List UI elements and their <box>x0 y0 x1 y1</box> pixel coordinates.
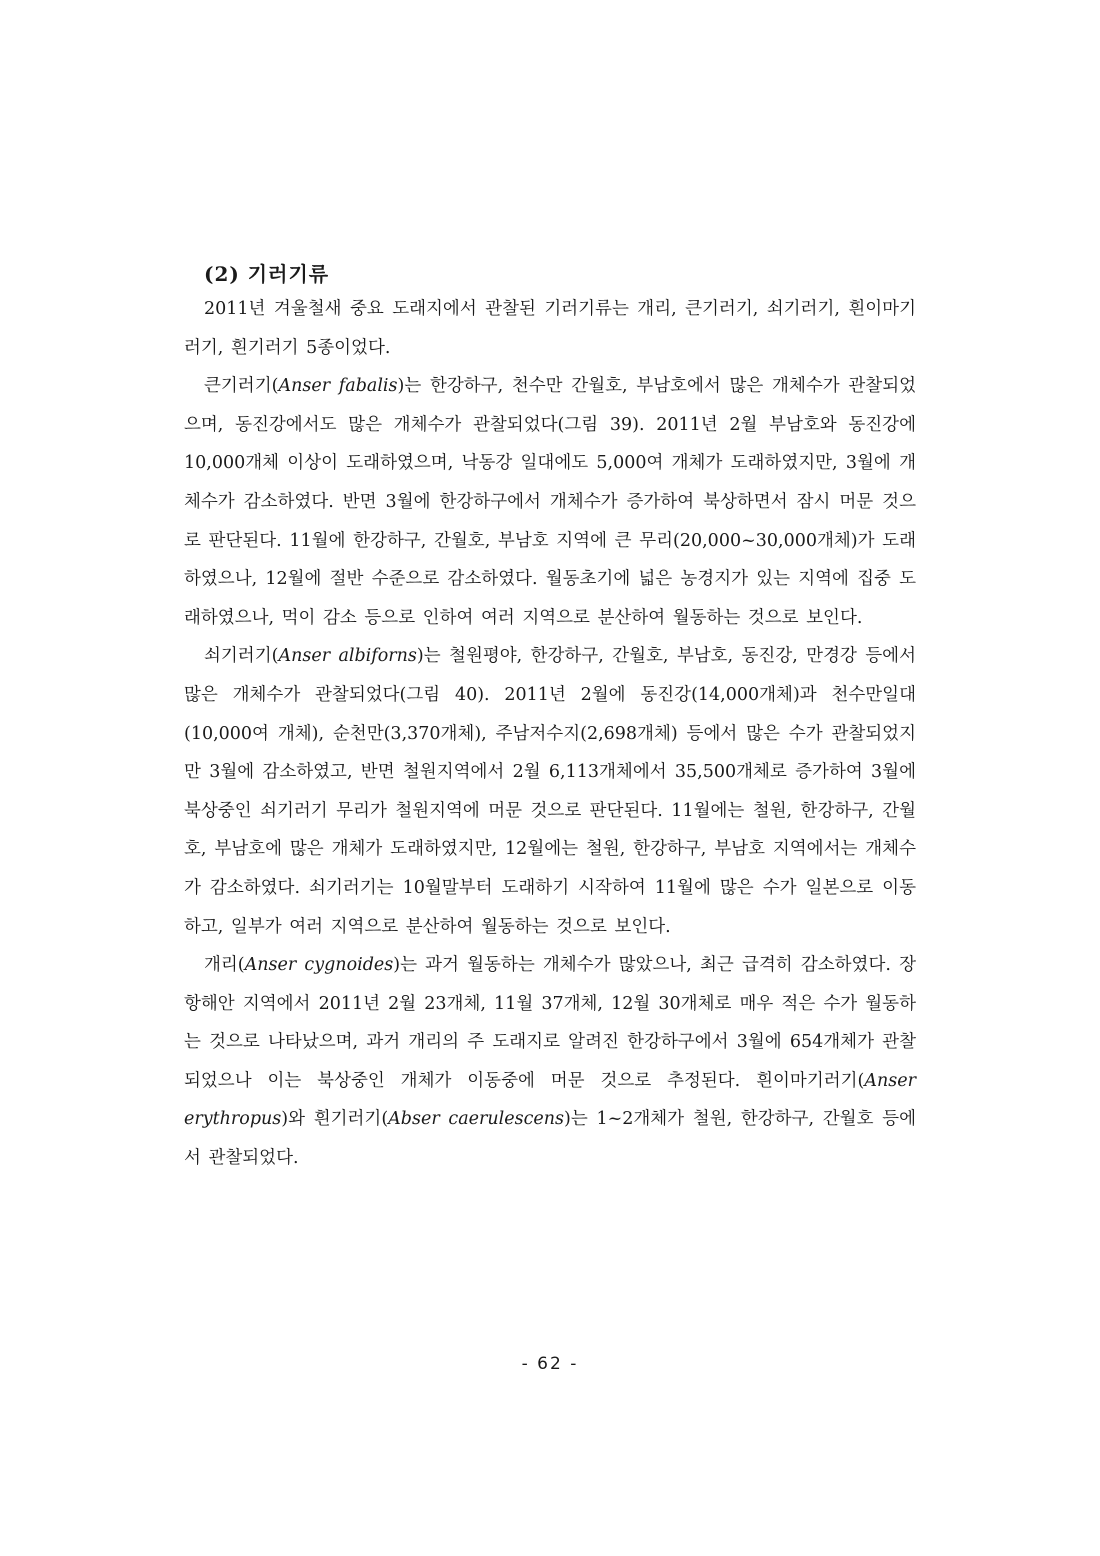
section-heading: (2) 기러기류 <box>204 262 330 286</box>
text-segment: 큰기러기( <box>204 376 279 397</box>
paragraph-white-fronted-goose <box>184 637 916 946</box>
text-segment: 쇠기러기( <box>204 646 279 667</box>
paragraph-swan-goose <box>184 946 916 1178</box>
paragraph-intro-text: 2011년 겨울철새 중요 도래지에서 관찰된 기러기류는 개리, 큰기러기, 쇠기러기, 흰이마기러기, 흰기러기 5종이었다. <box>184 299 916 358</box>
text-segment: )는 1~2개체가 철원, 한강하구, 간월호 등에서 관찰되었다. <box>184 1109 916 1169</box>
paragraph-intro <box>184 290 916 367</box>
scientific-name: Anser albiforns <box>278 646 417 667</box>
text-segment: )는 과거 월동하는 개체수가 많았으나, 최근 급격히 감소하였다. 장항해안 지역에서 2011년 2월 23개체, 11월 37개체, 12월 30개체로 매우 적은 수가 월동하는 것으로 나타났으며, 과거 개리의 주 도래지로 알려진 한강하구에서 3월에 654개체가 관찰되었으나 이는 북상중인 개체가 이동중에 머문 것으로 추정된다. 흰이마기러기( <box>184 955 916 1091</box>
body-text <box>184 290 916 1178</box>
scientific-name: Anser erythropus <box>184 1070 916 1130</box>
scientific-name: Anser cygnoides <box>244 955 394 976</box>
paragraph-bean-goose <box>184 367 916 637</box>
page-number: - 62 - <box>521 1354 579 1374</box>
text-segment: )는 철원평야, 한강하구, 간월호, 부남호, 동진강, 만경강 등에서 많은 개체수가 관찰되었다(그림 40). 2011년 2월에 동진강(14,000개체)과 천수만일대(10,000여 개체), 순천만(3,370개체), 주남저수지(2,698개체) 등에서 많은 수가 관찰되었지만 3월에 감소하였고, 반면 철원지역에서 2월 6,113개체에서 35,500개체로 증가하여 3월에 북상중인 쇠기러기 무리가 철원지역에 머문 것으로 판단된다. 11월에는 철원, 한강하구, 간월호, 부남호에 많은 개체가 도래하였지만, 12월에는 철원, 한강하구, 부남호 지역에서는 개체수가 감소하였다. 쇠기러기는 10월말부터 도래하기 시작하여 11월에 많은 수가 일본으로 이동하고, 일부가 여러 지역으로 분산하여 월동하는 것으로 보인다. <box>184 646 916 937</box>
scientific-name: Abser caerulescens <box>388 1109 564 1130</box>
text-segment: )와 흰기러기( <box>281 1109 389 1130</box>
text-segment: 개리( <box>204 955 245 976</box>
scientific-name: Anser fabalis <box>278 376 398 397</box>
text-segment: )는 한강하구, 천수만 간월호, 부남호에서 많은 개체수가 관찰되었으며, 동진강에서도 많은 개체수가 관찰되었다(그림 39). 2011년 2월 부남호와 동진강에 10,000개체 이상이 도래하였으며, 낙동강 일대에도 5,000여 개체가 도래하였지만, 3월에 개체수가 감소하였다. 반면 3월에 한강하구에서 개체수가 증가하여 북상하면서 잠시 머문 것으로 판단된다. 11월에 한강하구, 간월호, 부남호 지역에 큰 무리(20,000~30,000개체)가 도래하였으나, 12월에 절반 수준으로 감소하였다. 월동초기에 넓은 농경지가 있는 지역에 집중 도래하였으나, 먹이 감소 등으로 인하여 여러 지역으로 분산하여 월동하는 것으로 보인다. <box>184 376 917 628</box>
